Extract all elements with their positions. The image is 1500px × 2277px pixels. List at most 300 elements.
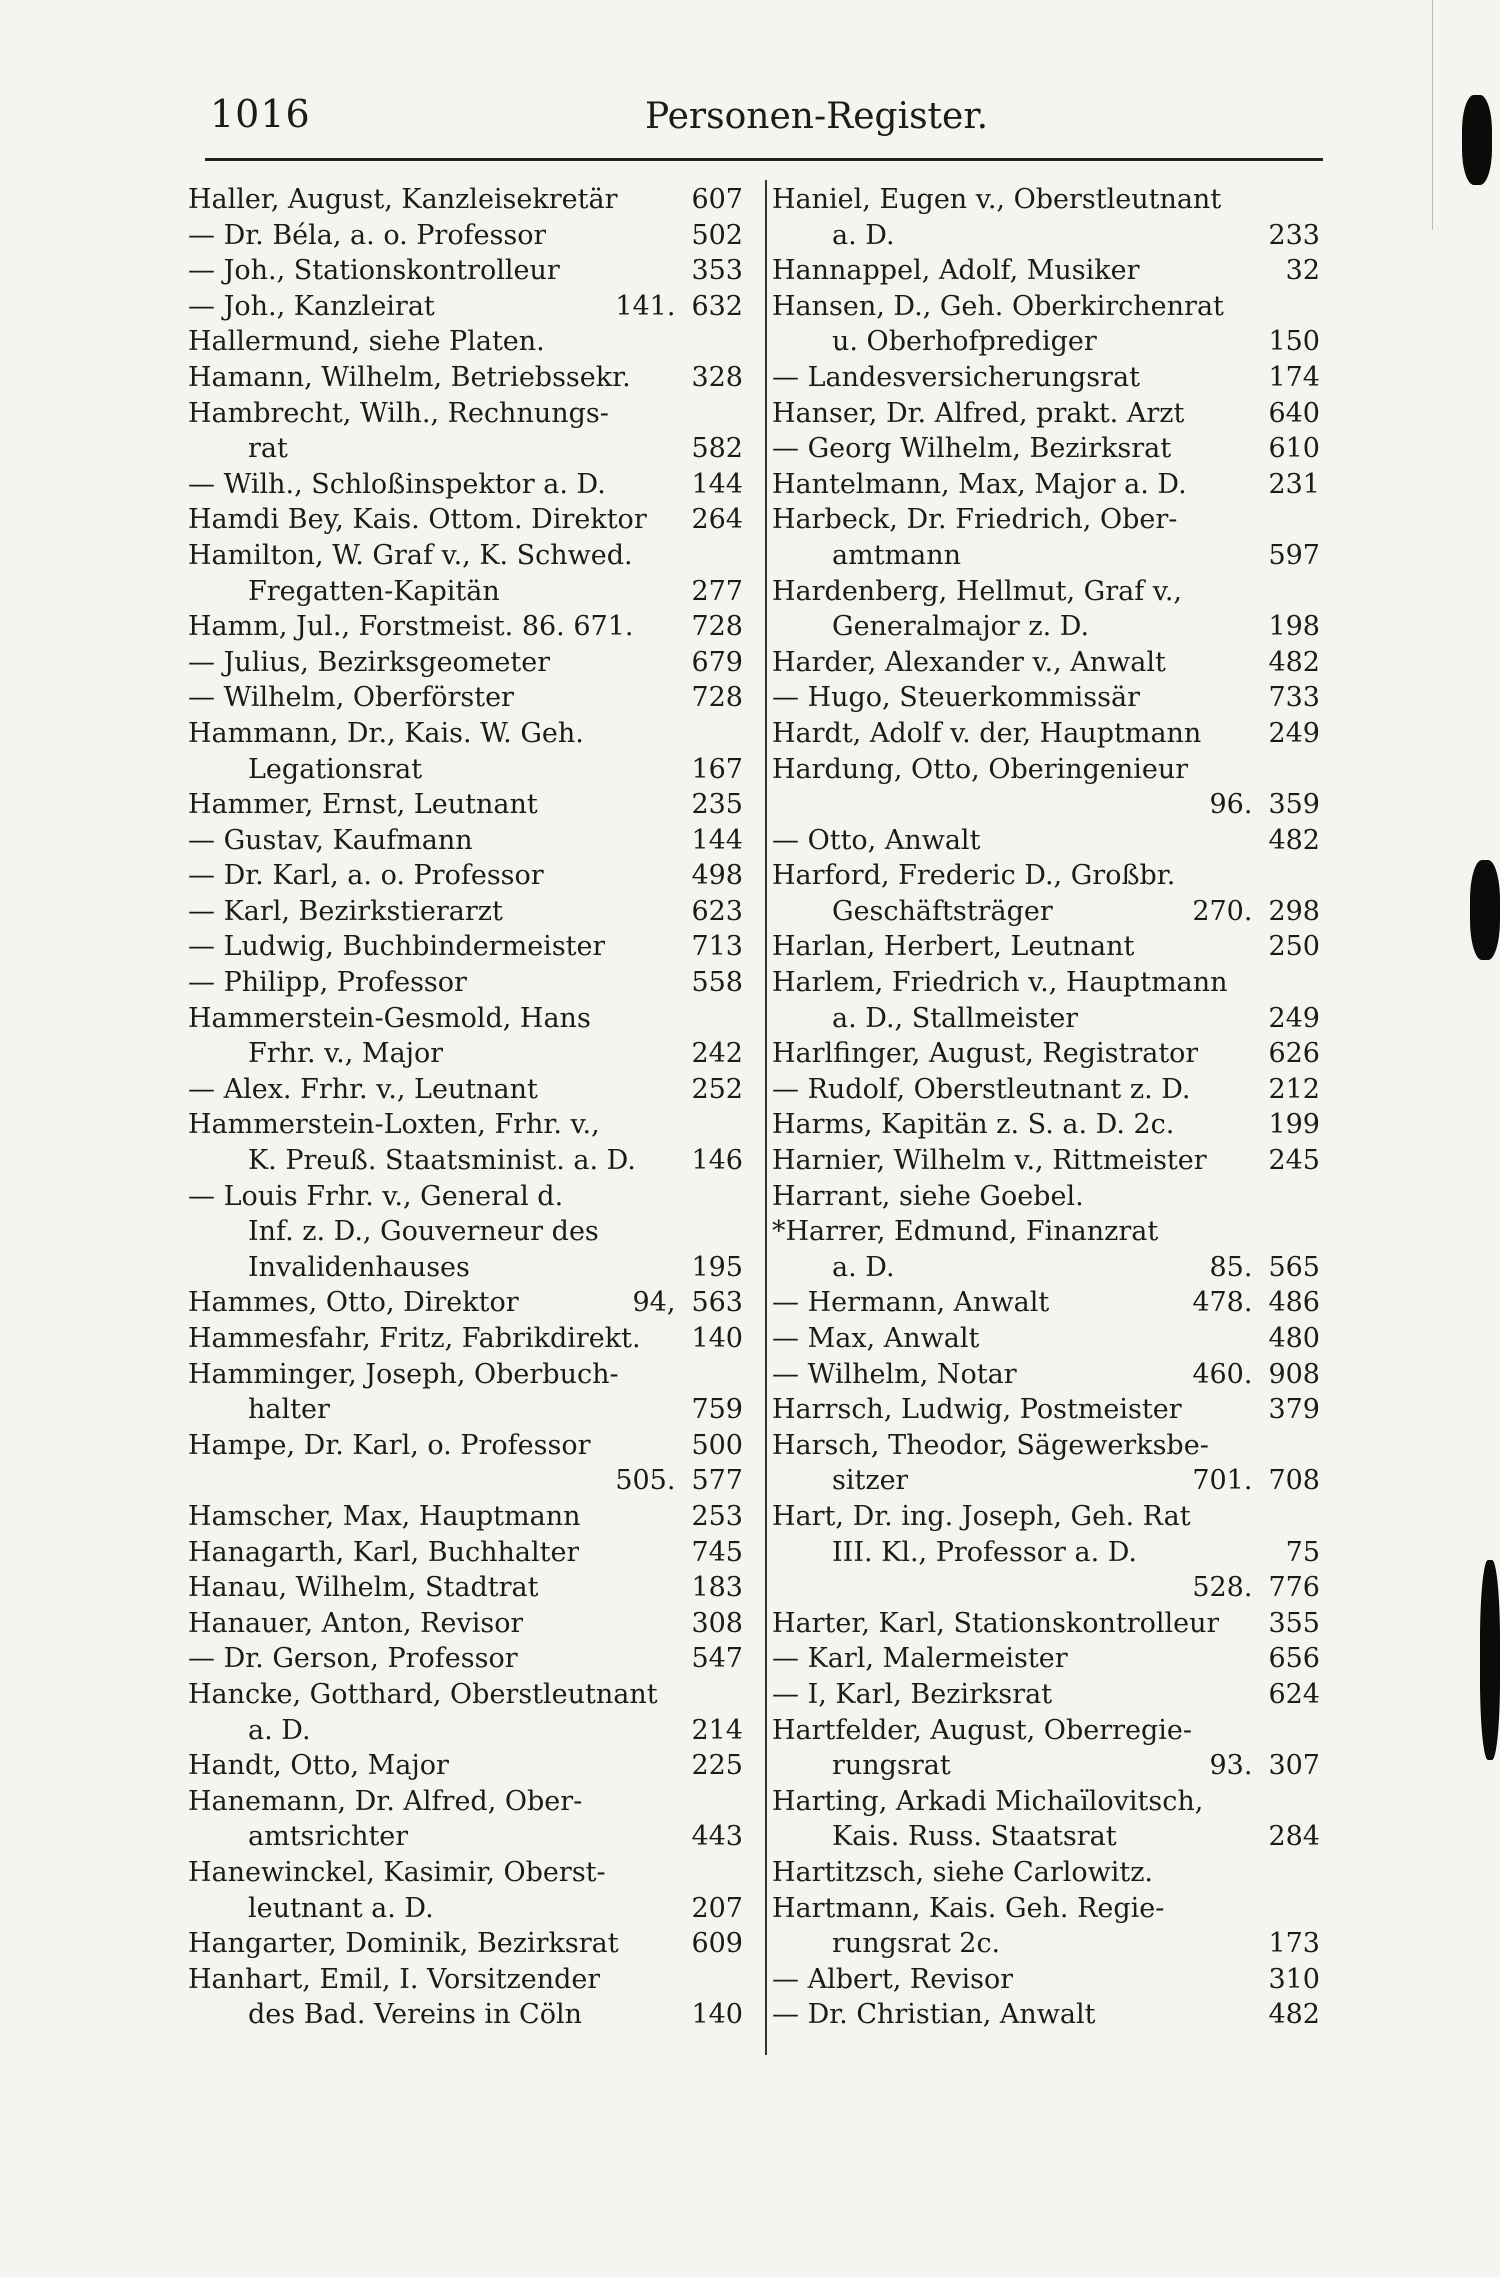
entry-text: Hanauer, Anton, Revisor bbox=[188, 1607, 524, 1639]
page-reference: 359 bbox=[1268, 789, 1320, 821]
register-entry bbox=[188, 1855, 743, 1926]
page-reference: 745 bbox=[691, 1536, 743, 1568]
page-reference: 486 bbox=[1268, 1287, 1320, 1319]
register-entry bbox=[188, 1001, 743, 1072]
entry-line bbox=[188, 1499, 743, 1535]
register-entry bbox=[772, 680, 1320, 716]
entry-text: Hansen, D., Geh. Oberkirchenrat bbox=[772, 290, 1224, 322]
entry-text: Hangarter, Dominik, Bezirksrat bbox=[188, 1928, 619, 1960]
entry-line bbox=[772, 1357, 1320, 1393]
page-reference: 733 bbox=[1268, 682, 1320, 714]
register-entry bbox=[188, 1499, 743, 1535]
entry-text: Hancke, Gotthard, Oberstleutnant bbox=[188, 1678, 658, 1710]
page-reference: 173 bbox=[1268, 1928, 1320, 1960]
register-entry bbox=[188, 1072, 743, 1108]
page-reference: 460. bbox=[1192, 1358, 1253, 1390]
entry-line bbox=[772, 1570, 1320, 1606]
page-reference: 482 bbox=[1268, 824, 1320, 856]
register-entry bbox=[188, 1535, 743, 1571]
register-entry bbox=[772, 1072, 1320, 1108]
entry-line bbox=[188, 1641, 743, 1677]
page-number: 1016 bbox=[210, 92, 311, 136]
page-reference: 528. bbox=[1192, 1572, 1253, 1604]
entry-line bbox=[772, 324, 1320, 360]
page-reference: 597 bbox=[1268, 539, 1320, 571]
register-entry bbox=[188, 929, 743, 965]
entry-line bbox=[188, 680, 743, 716]
page-reference: 225 bbox=[691, 1750, 743, 1782]
register-entry bbox=[772, 716, 1320, 752]
entry-text: a. D. bbox=[832, 219, 895, 251]
page-reference: 679 bbox=[691, 646, 743, 678]
register-entry bbox=[188, 538, 743, 609]
entry-line bbox=[772, 253, 1320, 289]
entry-line bbox=[188, 1535, 743, 1571]
entry-line bbox=[772, 1819, 1320, 1855]
entry-line bbox=[772, 645, 1320, 681]
entry-text: — Hermann, Anwalt bbox=[772, 1287, 1050, 1319]
register-entry bbox=[772, 1036, 1320, 1072]
register-entry bbox=[188, 324, 743, 360]
register-entry bbox=[772, 289, 1320, 360]
entry-line bbox=[188, 1428, 743, 1464]
page-reference: 235 bbox=[691, 789, 743, 821]
page-reference: 144 bbox=[691, 824, 743, 856]
entry-line bbox=[772, 787, 1320, 823]
entry-line bbox=[772, 1214, 1320, 1250]
entry-line bbox=[772, 929, 1320, 965]
entry-line bbox=[772, 1748, 1320, 1784]
entry-text: Legationsrat bbox=[248, 753, 423, 785]
page-reference: 207 bbox=[691, 1892, 743, 1924]
page-reference: 577 bbox=[691, 1465, 743, 1497]
page-reference: 759 bbox=[691, 1394, 743, 1426]
page-reference: 355 bbox=[1268, 1607, 1320, 1639]
page-reference: 233 bbox=[1268, 219, 1320, 251]
entry-line bbox=[188, 324, 743, 360]
register-entry bbox=[188, 645, 743, 681]
page-reference: 640 bbox=[1268, 397, 1320, 429]
register-entry bbox=[188, 1606, 743, 1642]
entry-text: amtmann bbox=[832, 539, 962, 571]
page-reference: 480 bbox=[1268, 1323, 1320, 1354]
entry-line bbox=[188, 894, 743, 930]
entry-text: — Louis Frhr. v., General d. bbox=[188, 1180, 564, 1212]
page-reference: 212 bbox=[1268, 1073, 1320, 1105]
page-reference: 284 bbox=[1268, 1821, 1320, 1853]
register-entry bbox=[188, 1641, 743, 1677]
entry-line bbox=[188, 467, 743, 503]
entry-line bbox=[188, 1214, 743, 1250]
entry-text: halter bbox=[248, 1394, 330, 1426]
register-entry bbox=[772, 574, 1320, 645]
entry-line bbox=[772, 502, 1320, 538]
entry-line bbox=[772, 1036, 1320, 1072]
page-reference: 502 bbox=[691, 219, 743, 251]
entry-text: — Joh., Kanzleirat bbox=[188, 290, 435, 322]
entry-line bbox=[772, 1997, 1320, 2033]
entry-text: Hamilton, W. Graf v., K. Schwed. bbox=[188, 539, 633, 571]
entry-text: Hanhart, Emil, I. Vorsitzender bbox=[188, 1963, 601, 1995]
entry-text: Hanagarth, Karl, Buchhalter bbox=[188, 1536, 580, 1568]
page-reference: 308 bbox=[691, 1607, 743, 1639]
entry-line bbox=[188, 645, 743, 681]
entry-text: Hanau, Wilhelm, Stadtrat bbox=[188, 1572, 539, 1604]
entry-line bbox=[188, 1107, 743, 1143]
column-divider bbox=[765, 180, 767, 2055]
page-reference: 565 bbox=[1268, 1251, 1320, 1283]
entry-line bbox=[188, 1250, 743, 1286]
page-reference: 482 bbox=[1268, 1999, 1320, 2031]
page-reference: 505. bbox=[615, 1465, 676, 1497]
entry-line bbox=[188, 396, 743, 432]
register-entry bbox=[772, 1677, 1320, 1713]
page-reference: 214 bbox=[691, 1714, 743, 1746]
register-entry bbox=[188, 1179, 743, 1286]
register-entry bbox=[772, 360, 1320, 396]
register-entry bbox=[772, 1641, 1320, 1677]
entry-text: Harting, Arkadi Michaïlovitsch, bbox=[772, 1785, 1204, 1817]
entry-line bbox=[188, 965, 743, 1001]
entry-text: — I, Karl, Bezirksrat bbox=[772, 1678, 1053, 1710]
register-entry bbox=[772, 1107, 1320, 1143]
entry-text: — Karl, Bezirkstierarzt bbox=[188, 895, 503, 927]
entry-line bbox=[772, 396, 1320, 432]
entry-line bbox=[188, 1784, 743, 1820]
entry-line bbox=[188, 716, 743, 752]
entry-line bbox=[188, 752, 743, 788]
page-reference: 500 bbox=[691, 1429, 743, 1461]
register-entry bbox=[188, 502, 743, 538]
entry-line bbox=[188, 1001, 743, 1037]
entry-text: Handt, Otto, Major bbox=[188, 1750, 449, 1782]
entry-text: — Karl, Malermeister bbox=[772, 1643, 1068, 1675]
entry-text: Hartmann, Kais. Geh. Regie- bbox=[772, 1892, 1165, 1924]
entry-text: Haller, August, Kanzleisekretär bbox=[188, 184, 618, 215]
entry-text: *Harrer, Edmund, Finanzrat bbox=[772, 1216, 1159, 1248]
entry-line bbox=[188, 1677, 743, 1713]
register-entry bbox=[772, 1962, 1320, 1998]
page-reference: 140 bbox=[691, 1323, 743, 1354]
page-reference: 198 bbox=[1268, 611, 1320, 643]
page-header bbox=[205, 92, 1325, 152]
entry-line bbox=[188, 502, 743, 538]
entry-line bbox=[772, 1428, 1320, 1464]
entry-text: rungsrat 2c. bbox=[832, 1928, 1001, 1960]
entry-text: — Wilh., Schloßinspektor a. D. bbox=[188, 468, 606, 500]
register-entry bbox=[772, 1392, 1320, 1428]
page-reference: 728 bbox=[691, 611, 743, 643]
register-entry bbox=[772, 1179, 1320, 1215]
entry-line bbox=[772, 752, 1320, 788]
entry-line bbox=[772, 1891, 1320, 1927]
entry-text: Harrant, siehe Goebel. bbox=[772, 1180, 1084, 1212]
entry-text: Hardt, Adolf v. der, Hauptmann bbox=[772, 717, 1202, 749]
page-reference: 626 bbox=[1268, 1038, 1320, 1070]
entry-text: — Dr. Gerson, Professor bbox=[188, 1643, 518, 1675]
right-column bbox=[772, 182, 1320, 2033]
register-entry bbox=[772, 1143, 1320, 1179]
entry-text: Hammes, Otto, Direktor bbox=[188, 1287, 519, 1319]
page-reference: 307 bbox=[1268, 1750, 1320, 1782]
register-entry bbox=[188, 1748, 743, 1784]
entry-line bbox=[772, 574, 1320, 610]
entry-text: K. Preuß. Staatsminist. a. D. bbox=[248, 1145, 636, 1177]
page-reference: 623 bbox=[691, 895, 743, 927]
entry-text: — Philipp, Professor bbox=[188, 967, 467, 999]
entry-text: Hamminger, Joseph, Oberbuch- bbox=[188, 1358, 619, 1390]
register-entry bbox=[772, 1428, 1320, 1499]
entry-line bbox=[772, 1962, 1320, 1998]
entry-text: Hallermund, siehe Platen. bbox=[188, 326, 545, 358]
page-reference: 728 bbox=[691, 682, 743, 714]
register-entry bbox=[772, 502, 1320, 573]
page-reference: 253 bbox=[691, 1500, 743, 1532]
entry-line bbox=[188, 1392, 743, 1428]
page-reference: 264 bbox=[691, 504, 743, 536]
entry-text: — Wilhelm, Notar bbox=[772, 1358, 1017, 1390]
entry-text: Harbeck, Dr. Friedrich, Ober- bbox=[772, 504, 1178, 536]
entry-text: Harford, Frederic D., Großbr. bbox=[772, 860, 1176, 892]
entry-text: u. Oberhofprediger bbox=[832, 326, 1097, 358]
entry-text: Harsch, Theodor, Sägewerksbe- bbox=[772, 1429, 1209, 1461]
page-reference: 195 bbox=[691, 1251, 743, 1283]
entry-line bbox=[188, 1179, 743, 1215]
register-entry bbox=[188, 253, 743, 289]
scan-mark bbox=[1462, 95, 1492, 185]
entry-line bbox=[188, 218, 743, 254]
entry-text: — Dr. Béla, a. o. Professor bbox=[188, 219, 547, 251]
entry-line bbox=[772, 1677, 1320, 1713]
entry-line bbox=[772, 1392, 1320, 1428]
register-entry bbox=[188, 1570, 743, 1606]
register-entry bbox=[772, 858, 1320, 929]
entry-text: Hammerstein-Loxten, Frhr. v., bbox=[188, 1109, 600, 1141]
entry-line bbox=[772, 218, 1320, 254]
left-column bbox=[188, 182, 743, 2033]
entry-text: — Albert, Revisor bbox=[772, 1963, 1014, 1995]
register-entry bbox=[188, 716, 743, 787]
entry-text: Hartitzsch, siehe Carlowitz. bbox=[772, 1856, 1154, 1888]
entry-text: Hambrecht, Wilh., Rechnungs- bbox=[188, 397, 609, 429]
register-entry bbox=[188, 787, 743, 823]
register-entry bbox=[188, 218, 743, 254]
entry-line bbox=[772, 1855, 1320, 1891]
entry-line bbox=[772, 467, 1320, 503]
entry-line bbox=[188, 1463, 743, 1499]
entry-text: III. Kl., Professor a. D. bbox=[832, 1536, 1138, 1568]
entry-text: Hammann, Dr., Kais. W. Geh. bbox=[188, 717, 584, 749]
register-entry bbox=[772, 752, 1320, 823]
entry-line bbox=[772, 1499, 1320, 1535]
register-entry bbox=[188, 858, 743, 894]
page-reference: 478. bbox=[1192, 1287, 1253, 1319]
entry-text: rungsrat bbox=[832, 1750, 951, 1782]
register-entry bbox=[188, 1321, 743, 1357]
page-reference: 482 bbox=[1268, 646, 1320, 678]
entry-text: a. D. bbox=[248, 1714, 311, 1746]
page-reference: 141. bbox=[615, 290, 676, 322]
entry-text: Generalmajor z. D. bbox=[832, 611, 1090, 643]
page-reference: 547 bbox=[691, 1643, 743, 1675]
register-entry bbox=[188, 1107, 743, 1178]
entry-text: Haniel, Eugen v., Oberstleutnant bbox=[772, 184, 1222, 215]
register-entry bbox=[772, 1214, 1320, 1285]
entry-line bbox=[772, 1107, 1320, 1143]
entry-text: — Rudolf, Oberstleutnant z. D. bbox=[772, 1073, 1191, 1105]
entry-line bbox=[772, 1001, 1320, 1037]
entry-line bbox=[772, 965, 1320, 1001]
page-reference: 298 bbox=[1268, 895, 1320, 927]
entry-line bbox=[772, 716, 1320, 752]
page-reference: 140 bbox=[691, 1999, 743, 2031]
entry-text: Hanemann, Dr. Alfred, Ober- bbox=[188, 1785, 583, 1817]
entry-line bbox=[772, 894, 1320, 930]
entry-text: Hammerstein-Gesmold, Hans bbox=[188, 1002, 591, 1034]
page-reference: 150 bbox=[1268, 326, 1320, 358]
entry-line bbox=[188, 858, 743, 894]
entry-text: Harnier, Wilhelm v., Rittmeister bbox=[772, 1145, 1207, 1177]
page-reference: 908 bbox=[1268, 1358, 1320, 1390]
entry-text: Harter, Karl, Stationskontrolleur bbox=[772, 1607, 1220, 1639]
entry-text: Hamdi Bey, Kais. Ottom. Direktor bbox=[188, 504, 647, 536]
entry-text: — Dr. Christian, Anwalt bbox=[772, 1999, 1096, 2031]
register-entry bbox=[188, 467, 743, 503]
page-reference: 277 bbox=[691, 575, 743, 607]
entry-text: Hartfelder, August, Oberregie- bbox=[772, 1714, 1193, 1746]
entry-text: sitzer bbox=[832, 1465, 909, 1497]
register-entry bbox=[772, 1357, 1320, 1393]
page-reference: 183 bbox=[691, 1572, 743, 1604]
entry-line bbox=[772, 1285, 1320, 1321]
entry-text: — Max, Anwalt bbox=[772, 1323, 980, 1354]
page-reference: 656 bbox=[1268, 1643, 1320, 1675]
entry-line bbox=[188, 1855, 743, 1891]
register-entry bbox=[772, 1855, 1320, 1891]
entry-text: Geschäftsträger bbox=[832, 895, 1053, 927]
entry-text: Hart, Dr. ing. Joseph, Geh. Rat bbox=[772, 1500, 1191, 1532]
page-reference: 609 bbox=[691, 1928, 743, 1960]
entry-text: a. D., Stallmeister bbox=[832, 1002, 1079, 1034]
page-reference: 249 bbox=[1268, 1002, 1320, 1034]
entry-line bbox=[188, 182, 743, 218]
page-reference: 498 bbox=[691, 860, 743, 892]
entry-line bbox=[188, 1357, 743, 1393]
page-reference: 701. bbox=[1192, 1465, 1253, 1497]
page-reference: 93. bbox=[1209, 1750, 1253, 1782]
page-reference: 252 bbox=[691, 1073, 743, 1105]
page-reference: 607 bbox=[691, 184, 743, 215]
entry-text: Frhr. v., Major bbox=[248, 1038, 444, 1070]
entry-line bbox=[188, 1997, 743, 2033]
register-entry bbox=[188, 396, 743, 467]
entry-line bbox=[188, 1321, 743, 1357]
entry-line bbox=[772, 431, 1320, 467]
entry-line bbox=[772, 1535, 1320, 1571]
entry-text: — Joh., Stationskontrolleur bbox=[188, 255, 560, 287]
entry-line bbox=[772, 1641, 1320, 1677]
entry-line bbox=[188, 289, 743, 325]
entry-text: — Georg Wilhelm, Bezirksrat bbox=[772, 433, 1172, 465]
entry-text: — Dr. Karl, a. o. Professor bbox=[188, 860, 544, 892]
entry-line bbox=[188, 538, 743, 574]
page-reference: 146 bbox=[691, 1145, 743, 1177]
register-entry bbox=[188, 1428, 743, 1499]
register-entry bbox=[772, 467, 1320, 503]
entry-line bbox=[772, 823, 1320, 859]
register-entry bbox=[188, 182, 743, 218]
entry-text: Hannappel, Adolf, Musiker bbox=[772, 255, 1140, 287]
register-entry bbox=[772, 823, 1320, 859]
entry-line bbox=[188, 1962, 743, 1998]
entry-text: — Gustav, Kaufmann bbox=[188, 824, 473, 856]
entry-line bbox=[188, 1143, 743, 1179]
register-entry bbox=[772, 929, 1320, 965]
page-reference: 75 bbox=[1285, 1536, 1320, 1568]
entry-line bbox=[772, 1784, 1320, 1820]
page-reference: 624 bbox=[1268, 1678, 1320, 1710]
register-entry bbox=[772, 182, 1320, 253]
entry-text: des Bad. Vereins in Cöln bbox=[248, 1999, 582, 2031]
entry-line bbox=[772, 538, 1320, 574]
entry-line bbox=[188, 360, 743, 396]
scan-edge-line bbox=[1432, 0, 1433, 230]
page-reference: 310 bbox=[1268, 1963, 1320, 1995]
entry-text: Hamann, Wilhelm, Betriebssekr. bbox=[188, 361, 631, 393]
entry-line bbox=[188, 787, 743, 823]
entry-text: a. D. bbox=[832, 1251, 895, 1283]
entry-line bbox=[188, 1926, 743, 1962]
entry-text: Harlfinger, August, Registrator bbox=[772, 1038, 1199, 1070]
entry-line bbox=[188, 1606, 743, 1642]
entry-text: — Hugo, Steuerkommissär bbox=[772, 682, 1140, 714]
register-entry bbox=[188, 823, 743, 859]
page-reference: 96. bbox=[1209, 789, 1253, 821]
entry-line bbox=[772, 1179, 1320, 1215]
register-entry bbox=[188, 609, 743, 645]
entry-line bbox=[188, 609, 743, 645]
page-reference: 85. bbox=[1209, 1251, 1253, 1283]
entry-line bbox=[772, 1250, 1320, 1286]
page-reference: 776 bbox=[1268, 1572, 1320, 1604]
entry-text: — Julius, Bezirksgeometer bbox=[188, 646, 551, 678]
register-entry bbox=[188, 965, 743, 1001]
entry-text: Fregatten-Kapitän bbox=[248, 575, 500, 607]
register-entry bbox=[772, 645, 1320, 681]
page-reference: 32 bbox=[1285, 255, 1320, 287]
register-entry bbox=[772, 1321, 1320, 1357]
page-reference: 558 bbox=[691, 967, 743, 999]
entry-text: Hampe, Dr. Karl, o. Professor bbox=[188, 1429, 591, 1461]
register-entry bbox=[188, 894, 743, 930]
register-entry bbox=[188, 1926, 743, 1962]
entry-line bbox=[772, 680, 1320, 716]
page-reference: 94, bbox=[632, 1287, 676, 1319]
register-entry bbox=[772, 1606, 1320, 1642]
entry-line bbox=[188, 1713, 743, 1749]
page-reference: 708 bbox=[1268, 1465, 1320, 1497]
entry-line bbox=[188, 431, 743, 467]
page-reference: 167 bbox=[691, 753, 743, 785]
register-entry bbox=[772, 965, 1320, 1036]
entry-text: Hammesfahr, Fritz, Fabrikdirekt. bbox=[188, 1323, 641, 1354]
register-entry bbox=[772, 253, 1320, 289]
entry-line bbox=[188, 823, 743, 859]
entry-text: Hantelmann, Max, Major a. D. bbox=[772, 468, 1187, 500]
entry-text: Hardenberg, Hellmut, Graf v., bbox=[772, 575, 1182, 607]
page-reference: 353 bbox=[691, 255, 743, 287]
entry-line bbox=[188, 929, 743, 965]
